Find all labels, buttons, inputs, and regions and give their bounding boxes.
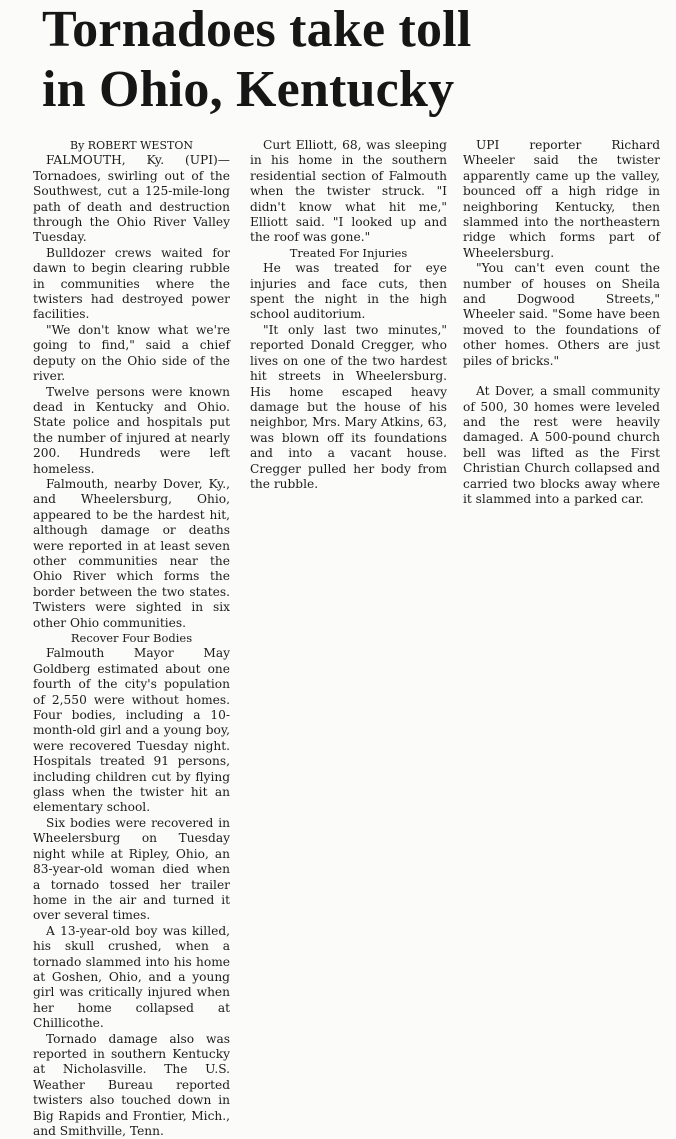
paragraph: "You can't even count the number of houses on Sheila and Dogwood Streets," Wheeler said. "Some have been moved to the foundations of other homes. Others are just piles of bricks." [463, 261, 660, 368]
column-3 [463, 138, 660, 507]
paragraph: FALMOUTH, Ky. (UPI)— Tornadoes, swirling out of the Southwest, cut a 125-mile-long path of death and destruction through the Ohio River Valley Tuesday. [33, 153, 230, 245]
paragraph: "It only last two minutes," reported Donald Cregger, who lives on one of the two hardest hit streets in Wheelersburg. His home escaped heavy damage but the house of his neighbor, Mrs. Mary Atkins, 63, was blown off its foundations and into a vacant house. Cregger pulled her body from the rubble. [250, 322, 447, 491]
paragraph: He was treated for eye injuries and face cuts, then spent the night in the high school auditorium. [250, 261, 447, 322]
subhead: Recover Four Bodies [70, 631, 193, 645]
paragraph: Six bodies were recovered in Wheelersburg on Tuesday night while at Ripley, Ohio, an 83-year-old woman died when a tornado tossed her trailer home in the air and turned it over several times. [33, 815, 230, 923]
headline-line-1: Tornadoes take toll [42, 1, 472, 58]
paragraph: UPI reporter Richard Wheeler said the twister apparently came up the valley, bounced off a high ridge in neighboring Kentucky, then slammed into the northeastern ridge which forms part of Wheelersburg. [463, 138, 660, 260]
paragraph: A 13-year-old boy was killed, his skull crushed, when a tornado slammed into his home at Goshen, Ohio, and a young girl was critically injured when her home collapsed at Chillicothe. [33, 923, 230, 1031]
headline-line-2: in Ohio, Kentucky [42, 61, 455, 118]
paragraph: Twelve persons were known dead in Kentucky and Ohio. State police and hospitals put the number of injured at nearly 200. Hundreds were left homeless. [33, 384, 230, 476]
paragraph: At Dover, a small community of 500, 30 homes were leveled and the rest were heavily damaged. A 500-pound church bell was lifted as the First Christian Church collapsed and carried two blocks away where it slammed into a parked car. [463, 384, 660, 506]
column-2 [250, 138, 447, 492]
headline [18, 0, 668, 120]
paragraph: Tornado damage also was reported in southern Kentucky at Nicholasville. The U.S. Weather Bureau reported twisters also touched down in Big Rapids and Frontier, Mich., and Smithville, Tenn. [33, 1031, 230, 1138]
byline: By ROBERT WESTON [70, 139, 193, 152]
subhead: Treated For Injuries [289, 245, 408, 260]
paragraph: Bulldozer crews waited for dawn to begin clearing rubble in communities where the twisters had destroyed power facilities. [33, 245, 230, 322]
paragraph: Falmouth, nearby Dover, Ky., and Wheelersburg, Ohio, appeared to be the hardest hit, although damage or deaths were reported in at least seven other communities near the Ohio River which forms the border between the two states. Twisters were sighted in six other Ohio communities. [33, 476, 230, 630]
paragraph: Falmouth Mayor May Goldberg estimated about one fourth of the city's population of 2,550 were without homes. Four bodies, including a 10-month-old girl and a young boy, were recovered Tuesday night. Hospitals treated 91 persons, including children cut by flying glass when the twister hit an elementary school. [33, 646, 230, 815]
paragraph: Curt Elliott, 68, was sleeping in his home in the southern residential section of Falmouth when the twister struck. "I didn't know what hit me," Elliott said. "I looked up and the roof was gone." [250, 138, 447, 245]
column-1 [33, 138, 230, 1139]
paragraph: "We don't know what we're going to find," said a chief deputy on the Ohio side of the river. [33, 322, 230, 384]
